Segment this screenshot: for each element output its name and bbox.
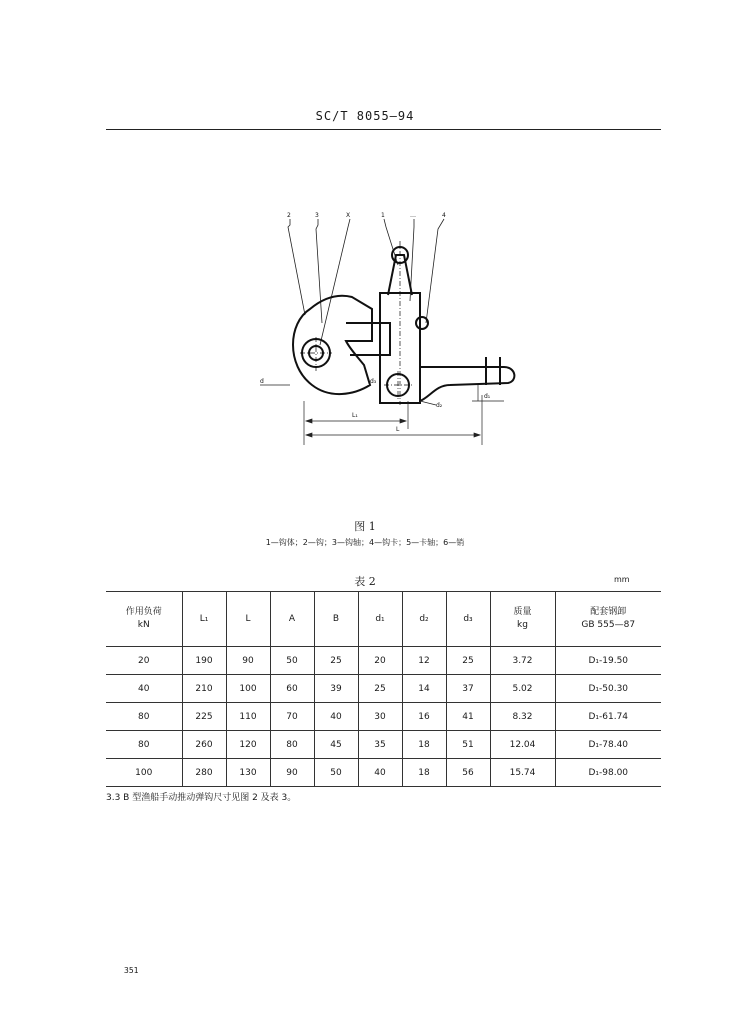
spec-table	[106, 591, 661, 787]
cell-b: 25	[314, 647, 358, 675]
cell-d2: 18	[402, 731, 446, 759]
cell-d1: 25	[358, 675, 402, 703]
table-row	[106, 731, 661, 759]
callout-x: X	[346, 212, 351, 219]
cell-a: 70	[270, 703, 314, 731]
callout-2: 2	[287, 212, 291, 219]
cell-l: 130	[226, 759, 270, 787]
dim-l: L	[396, 426, 400, 433]
header-load: 作用负荷 kN	[106, 592, 182, 647]
header-mass: 质量 kg	[490, 592, 555, 647]
cell-ring: D₁-98.00	[555, 759, 661, 787]
callout-4: 4	[442, 212, 446, 219]
cell-mass: 12.04	[490, 731, 555, 759]
cell-ring: D₁-78.40	[555, 731, 661, 759]
cell-a: 50	[270, 647, 314, 675]
cell-load: 40	[106, 675, 182, 703]
cell-l: 100	[226, 675, 270, 703]
cell-load: 100	[106, 759, 182, 787]
page-number: 351	[124, 966, 139, 975]
cell-d1: 20	[358, 647, 402, 675]
cell-d2: 12	[402, 647, 446, 675]
table-row	[106, 703, 661, 731]
dim-d1: d₁	[484, 393, 491, 400]
header-d1: d₁	[358, 592, 402, 647]
cell-mass: 15.74	[490, 759, 555, 787]
header-b: B	[314, 592, 358, 647]
cell-l: 90	[226, 647, 270, 675]
cell-b: 39	[314, 675, 358, 703]
cell-b: 50	[314, 759, 358, 787]
dim-d2: d₂	[436, 402, 443, 409]
cell-b: 40	[314, 703, 358, 731]
cell-d2: 14	[402, 675, 446, 703]
cell-d1: 35	[358, 731, 402, 759]
header-d3: d₃	[446, 592, 490, 647]
cell-mass: 5.02	[490, 675, 555, 703]
standard-number: SC/T 8055—94	[315, 109, 415, 123]
hook-drawing-svg	[260, 205, 530, 475]
cell-d2: 18	[402, 759, 446, 787]
cell-ring: D₁-19.50	[555, 647, 661, 675]
cell-l1: 190	[182, 647, 226, 675]
cell-mass: 8.32	[490, 703, 555, 731]
cell-l: 110	[226, 703, 270, 731]
callout-1: 1	[381, 212, 385, 219]
cell-b: 45	[314, 731, 358, 759]
cell-d3: 37	[446, 675, 490, 703]
header-l1: L₁	[182, 592, 226, 647]
cell-mass: 3.72	[490, 647, 555, 675]
cell-load: 80	[106, 731, 182, 759]
header-ring: 配套钢卸 GB 555—87	[555, 592, 661, 647]
callout-dots: …	[410, 212, 416, 219]
table-header-row	[106, 592, 661, 647]
cell-a: 80	[270, 731, 314, 759]
cell-l1: 210	[182, 675, 226, 703]
dim-d: d	[260, 378, 264, 385]
cell-load: 20	[106, 647, 182, 675]
table-title: 表 2	[354, 575, 376, 588]
header-l: L	[226, 592, 270, 647]
cell-d1: 40	[358, 759, 402, 787]
cell-load: 80	[106, 703, 182, 731]
cell-a: 60	[270, 675, 314, 703]
table-row	[106, 647, 661, 675]
callout-3: 3	[315, 212, 319, 219]
cell-ring: D₁-61.74	[555, 703, 661, 731]
cell-l1: 280	[182, 759, 226, 787]
header-d2: d₂	[402, 592, 446, 647]
cell-d3: 25	[446, 647, 490, 675]
table-row	[106, 759, 661, 787]
cell-d2: 16	[402, 703, 446, 731]
table-row	[106, 675, 661, 703]
cell-a: 90	[270, 759, 314, 787]
cell-d3: 56	[446, 759, 490, 787]
hook-drawing	[260, 205, 530, 475]
cell-d1: 30	[358, 703, 402, 731]
cell-l1: 260	[182, 731, 226, 759]
cell-ring: D₁-50.30	[555, 675, 661, 703]
dim-l1: L₁	[352, 412, 358, 419]
cell-d3: 51	[446, 731, 490, 759]
header-a: A	[270, 592, 314, 647]
header-rule	[106, 129, 661, 130]
figure-caption: 1—钩体；2—钩；3—钩轴；4—钩卡；5—卡轴；6—销	[265, 538, 465, 547]
cell-d3: 41	[446, 703, 490, 731]
section-note: 3.3 B 型渔船手动推动弹钩尺寸见图 2 及表 3。	[106, 793, 297, 803]
table-unit: mm	[614, 575, 630, 584]
cell-l1: 225	[182, 703, 226, 731]
cell-l: 120	[226, 731, 270, 759]
dim-d3: d₃	[370, 378, 377, 385]
figure-title: 图 1	[354, 520, 376, 533]
